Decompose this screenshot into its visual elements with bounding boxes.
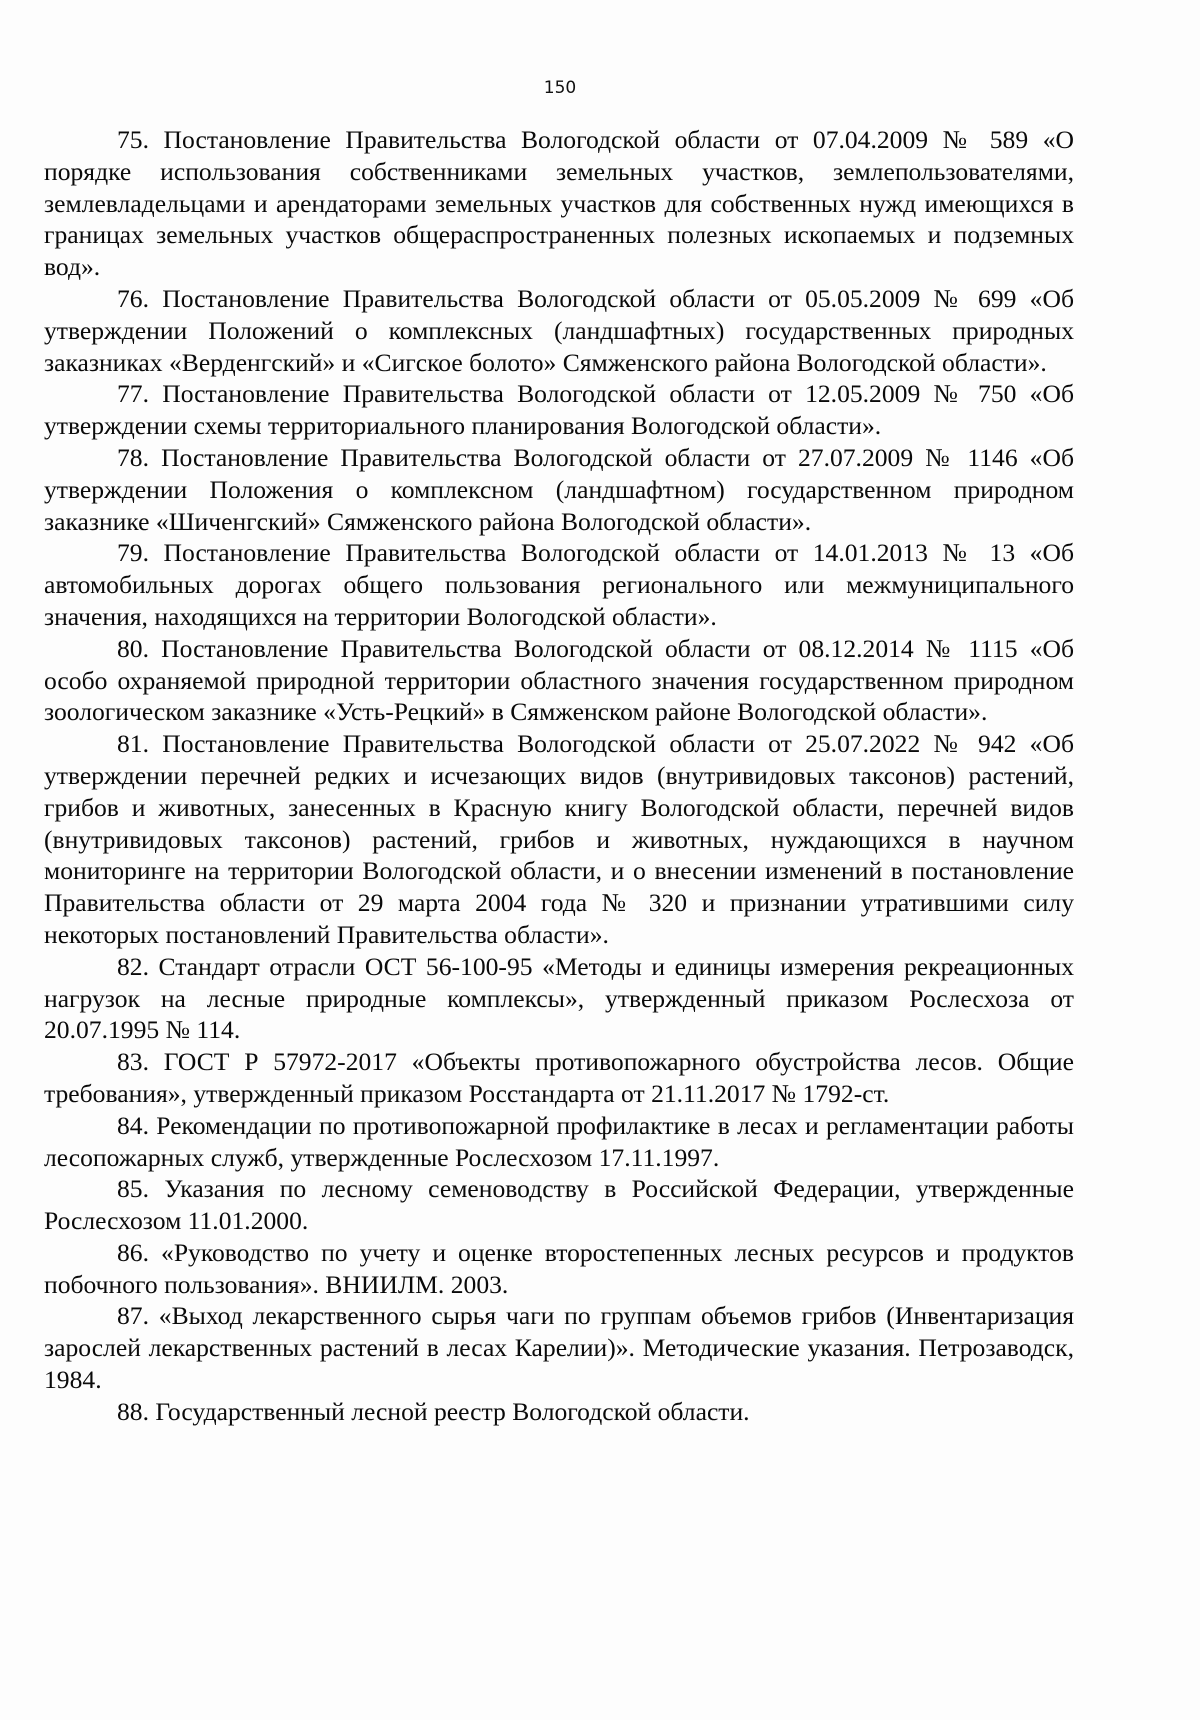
- reference-item-77: 77. Постановление Правительства Вологодской области от 12.05.2009 № 750 «Об утверждении схемы территориального планирования Вологодской области».: [44, 379, 1074, 441]
- reference-item-79: 79. Постановление Правительства Вологодской области от 14.01.2013 № 13 «Об автомобильных дорогах общего пользования регионального или межмуниципального значения, находящихся на территории Вологодской области».: [44, 538, 1074, 631]
- reference-item-75: 75. Постановление Правительства Вологодской области от 07.04.2009 № 589 «О порядке использования собственниками земельных участков, землепользователями, землевладельцами и арендаторами земельных участков для собственных нужд имеющихся в границах земельных участков общераспространенных полезных ископаемых и подземных вод».: [44, 125, 1074, 282]
- reference-item-80: 80. Постановление Правительства Вологодской области от 08.12.2014 № 1115 «Об особо охраняемой природной территории областного значения государственном природном зоологическом заказнике «Усть-Рецкий» в Сямженском районе Вологодской области».: [44, 633, 1074, 727]
- reference-item-78: 78. Постановление Правительства Вологодской области от 27.07.2009 № 1146 «Об утверждении Положения о комплексном (ландшафтном) государственном природном заказнике «Шиченгский» Сямженского района Вологодской области».: [44, 442, 1074, 536]
- reference-list: [44, 124, 1074, 1428]
- reference-item-76: 76. Постановление Правительства Вологодской области от 05.05.2009 № 699 «Об утверждении Положений о комплексных (ландшафтных) государственных природных заказниках «Верденгский» и «Сигское болото» Сямженского района Вологодской области».: [44, 283, 1074, 377]
- page-number: 150: [543, 78, 577, 98]
- reference-item-85: 85. Указания по лесному семеноводству в Российской Федерации, утвержденные Рослесхозом 11.01.2000.: [44, 1174, 1074, 1236]
- reference-item-82: 82. Стандарт отрасли ОСТ 56-100-95 «Методы и единицы измерения рекреационных нагрузок на лесные природные комплексы», утвержденный приказом Рослесхоза от 20.07.1995 № 114.: [44, 951, 1074, 1045]
- reference-item-81: 81. Постановление Правительства Вологодской области от 25.07.2022 № 942 «Об утверждении перечней редких и исчезающих видов (внутривидовых таксонов) растений, грибов и животных, занесенных в Красную книгу Вологодской области, перечней видов (внутривидовых таксонов) растений, грибов и животных, нуждающихся в научном мониторинге на территории Вологодской области, и о внесении изменений в постановление Правительства области от 29 марта 2004 года № 320 и признании утратившими силу некоторых постановлений Правительства области».: [44, 729, 1074, 949]
- reference-item-83: 83. ГОСТ Р 57972-2017 «Объекты противопожарного обустройства лесов. Общие требования», утвержденный приказом Росстандарта от 21.11.2017 № 1792-ст.: [44, 1047, 1074, 1108]
- reference-item-84: 84. Рекомендации по противопожарной профилактике в лесах и регламентации работы лесопожарных служб, утвержденные Рослесхозом 17.11.1997.: [44, 1110, 1074, 1172]
- reference-item-88: 88. Государственный лесной реестр Вологодской области.: [117, 1396, 750, 1426]
- reference-item-86: 86. «Руководство по учету и оценке второстепенных лесных ресурсов и продуктов побочного пользования». ВНИИЛМ. 2003.: [44, 1237, 1074, 1299]
- reference-item-87: 87. «Выход лекарственного сырья чаги по группам объемов грибов (Инвентаризация зарослей лекарственных растений в лесах Карелии)». Методические указания. Петрозаводск, 1984.: [44, 1301, 1074, 1395]
